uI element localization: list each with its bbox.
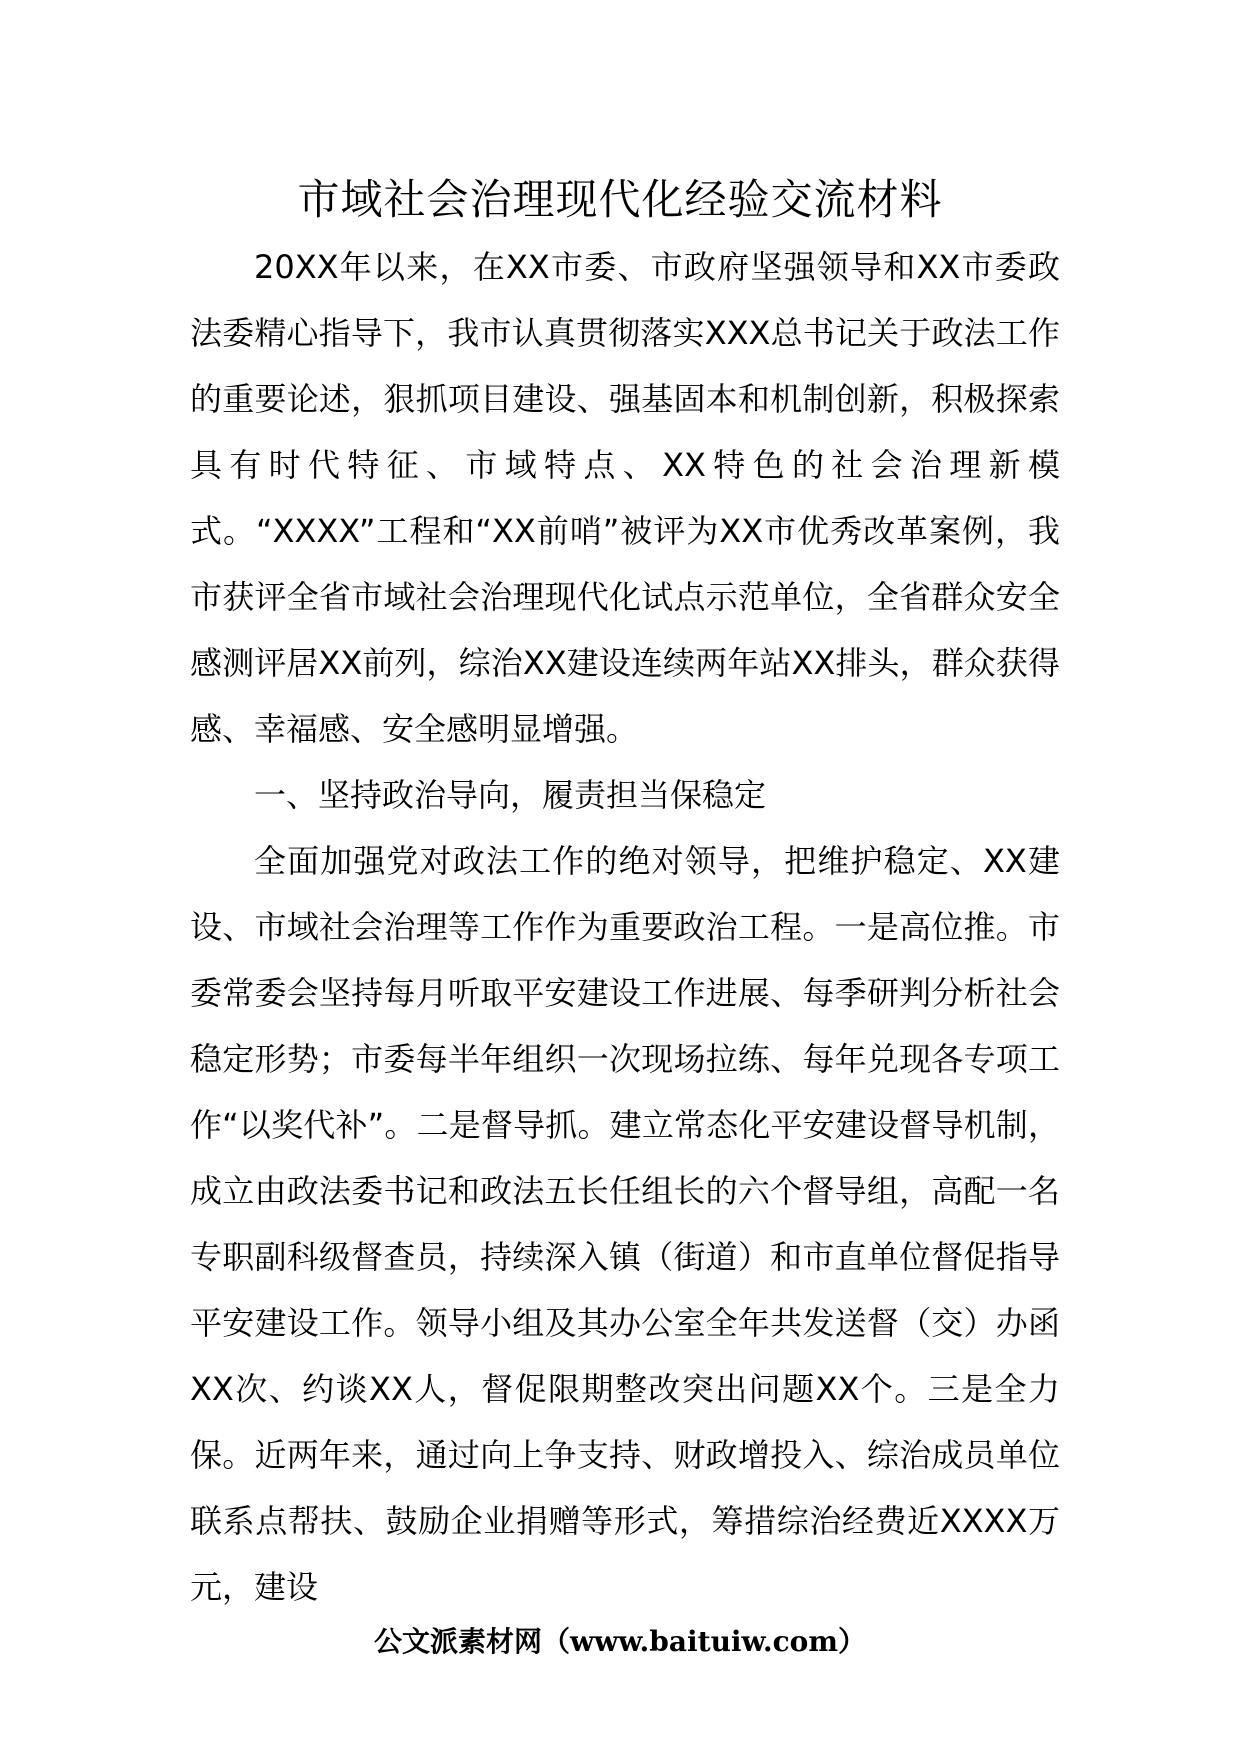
footer-watermark: 公文派素材网（www.baituiw.com） bbox=[374, 1625, 866, 1658]
section-1-paragraph: 全面加强党对政法工作的绝对领导，把维护稳定、XX建设、市域社会治理等工作作为重要政治工程。一是高位推。市委常委会坚持每月听取平安建设工作进展、每季研判分析社会稳定形势；市委每半年组织一次现场拉练、每年兑现各专项工作“以奖代补”。二是督导抓。建立常态化平安建设督导机制，成立由政法委书记和政法五长任组长的六个督导组，高配一名专职副科级督查员，持续深入镇（街道）和市直单位督促指导平安建设工作。领导小组及其办公室全年共发送督（交）办函XX次、约谈XX人，督促限期整改突出问题XX个。三是全力保。近两年来，通过向上争支持、财政增投入、综治成员单位联系点帮扶、鼓励企业捐赠等形式，筹措综治经费近XXXX万元，建设 bbox=[190, 842, 1060, 1606]
document-body bbox=[190, 234, 1060, 1620]
document-title: 市域社会治理现代化经验交流材料 bbox=[297, 175, 943, 224]
intro-paragraph: 20XX年以来，在XX市委、市政府坚强领导和XX市委政法委精心指导下，我市认真贯彻落实XXX总书记关于政法工作的重要论述，狠抓项目建设、强基固本和机制创新，积极探索具有时代特征、市域特点、XX特色的社会治理新模式。“XXXX”工程和“XX前哨”被评为XX市优秀改革案例，我市获评全省市域社会治理现代化试点示范单位，全省群众安全感测评居XX前列，综治XX建设连续两年站XX排头，群众获得感、幸福感、安全感明显增强。 bbox=[190, 248, 1060, 748]
section-heading-1: 一、坚持政治导向，履责担当保稳定 bbox=[254, 776, 767, 814]
